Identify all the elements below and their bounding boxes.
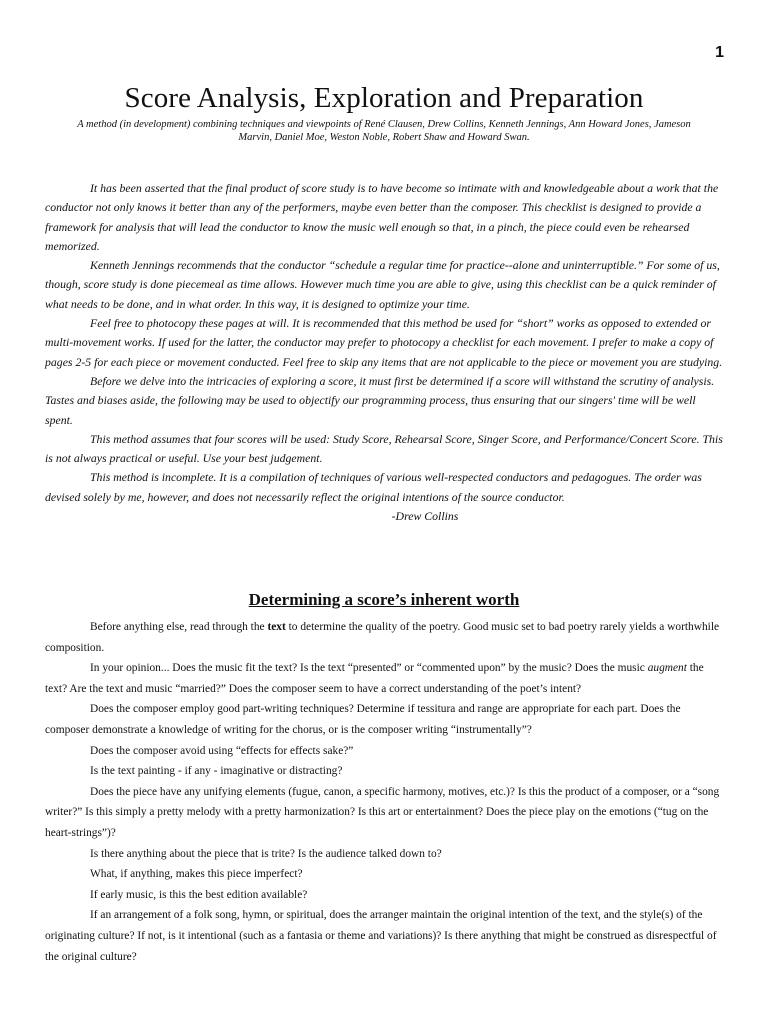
worth-paragraph: Does the composer employ good part-writing techniques? Determine if tessitura and range are appropriate for each part. Does the composer demonstrate a knowledge of writing for the chorus, or is the composer writing “instrumentally”? [45,703,681,736]
intro-paragraph: Feel free to photocopy these pages at will. It is recommended that this method be used for “short” works as opposed to extended or multi-movement works. If used for the latter, the conductor may prefer to photocopy a checklist for each movement. I prefer to make a copy of pages 2-5 for each piece or movement conducted. Feel free to skip any items that are not applicable to the piece or movement you are studying. [45,316,723,369]
worth-paragraph: What, if anything, makes this piece imperfect? [90,868,303,881]
text-run: In your opinion... Does the music fit the text? Is the text “presented” or “commented upon” by the music? Does the music [90,662,648,675]
intro-section [45,179,725,526]
intro-paragraph: This method is incomplete. It is a compilation of techniques of various well-respected conductors and pedagogues. The order was devised solely by me, however, and does not necessarily reflect the original intentions of the source conductor. [45,470,702,504]
text-run: Before anything else, read through the [90,621,268,633]
emphasis-bold: text [267,621,286,633]
text-run: to determine the quality of the poetry. Good music set to bad poetry rarely yields a worthwhile composition. [45,621,720,654]
author-signature: -Drew Collins [391,509,459,524]
worth-paragraph [45,658,727,699]
intro-paragraph: Kenneth Jennings recommends that the conductor “schedule a regular time for practice--alone and uninterruptible.” For some of us, though, score study is done piecemeal as time allows. However much time you are able to give, using this checklist can be a quick reminder of what needs to be done, and in what order. In this way, it is designed to optimize your time. [45,258,720,311]
page-number: 1 [715,44,724,61]
text-run: the text? Are the text and music “married?” Does the composer seem to have a correct understanding of the poet’s intent? [45,662,704,695]
emphasis-italic: augment [647,662,687,675]
worth-paragraph: Does the composer avoid using “effects for effects sake?” [90,744,354,757]
intro-paragraph: Before we delve into the intricacies of exploring a score, it must first be determined if a score will withstand the scrutiny of analysis. Tastes and biases aside, the following may be used to objectify our programming process, thus ensuring that our singers' time will be well spent. [45,373,715,427]
worth-paragraph: Does the piece have any unifying elements (fugue, canon, a specific harmony, motives, etc.)? Is this the product of a composer, or a “song writer?” Is this simply a pretty melody with a pretty harmonization? Is this art or entertainment? Does the piece play on the emotions (“tug on the heart-strings”)? [45,785,720,839]
section-heading: Determining a score’s inherent worth [248,590,520,609]
worth-paragraph: Is there anything about the piece that is trite? Is the audience talked down to? [90,847,442,860]
worth-paragraph: If early music, is this the best edition available? [90,888,308,901]
worth-paragraph: Is the text painting - if any - imaginative or distracting? [90,765,343,778]
worth-paragraph [45,617,727,658]
page-subtitle: A method (in development) combining techniques and viewpoints of René Clausen, Drew Collins, Kenneth Jennings, Ann Howard Jones, Jameson Marvin, Daniel Moe, Weston Noble, Robert Shaw and Howard Swan. [77,119,691,143]
worth-section [45,617,727,967]
intro-paragraph: It has been asserted that the final product of score study is to have become so intimate with and knowledgeable about a work that the conductor not only knows it better than any of the performers, maybe even better than the composer. This checklist is designed to provide a framework for analysis that will lead the conductor to know the music well enough so that, in a pinch, the piece could even be rehearsed memorized. [45,181,719,253]
page-title: Score Analysis, Exploration and Preparation [124,82,644,114]
worth-paragraph: If an arrangement of a folk song, hymn, or spiritual, does the arranger maintain the original intention of the text, and the style(s) of the originating culture? If not, is it intentional (such as a fantasia or theme and variations)? Is there anything that might be construed as disrespectful of the original culture? [45,909,717,963]
intro-paragraph: This method assumes that four scores will be used: Study Score, Rehearsal Score, Singer Score, and Performance/Concert Score. This is not always practical or useful. Use your best judgement. [45,431,723,466]
